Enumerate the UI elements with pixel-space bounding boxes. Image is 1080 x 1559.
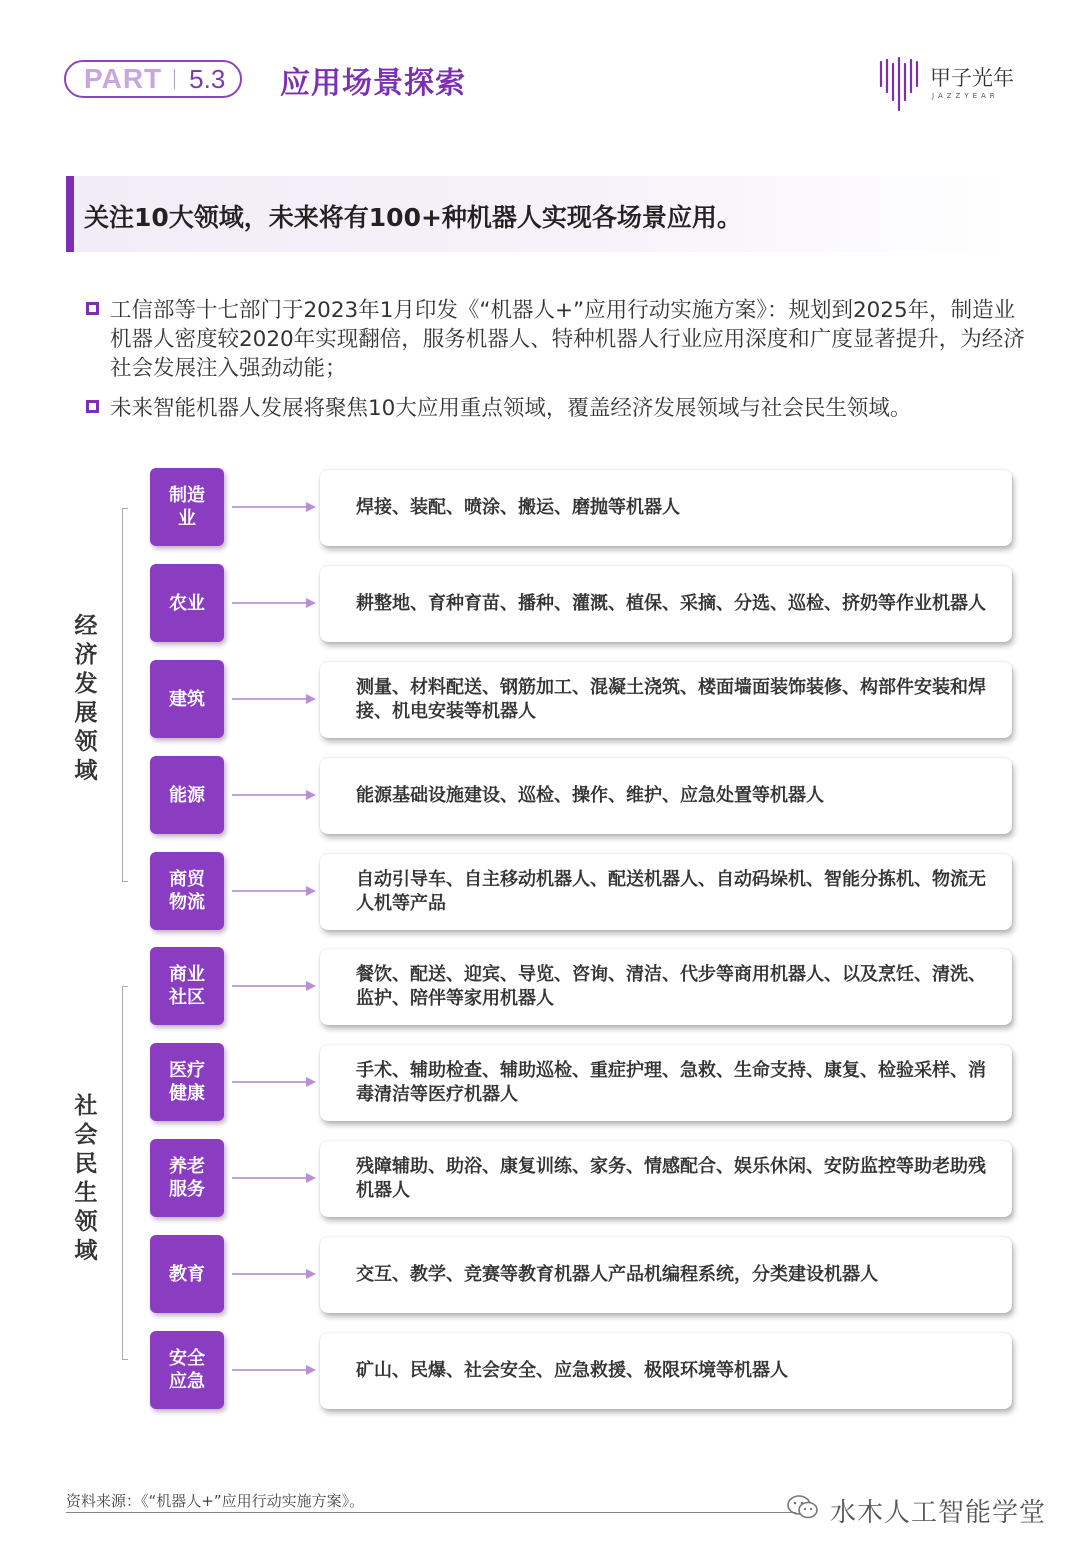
arrow-right-icon — [306, 598, 316, 608]
category-label: 能源 — [169, 784, 205, 806]
category-box — [150, 564, 224, 642]
source-note: 资料来源：《“机器人+”应用行动实施方案》。 — [66, 1492, 365, 1510]
arrow-right-icon — [306, 886, 316, 896]
logo-name: 甲子光年 — [930, 66, 1014, 90]
category-box — [150, 468, 224, 546]
category-box — [150, 1331, 224, 1409]
domain-label-economic: 经济发展领域 — [74, 613, 98, 784]
footer-divider — [66, 1512, 796, 1513]
part-divider — [174, 69, 175, 89]
wechat-icon — [786, 1494, 820, 1520]
category-label: 建筑 — [169, 688, 205, 710]
description-card — [320, 470, 1012, 546]
description-text: 交互、教学、竞赛等教育机器人产品机编程系统，分类建设机器人 — [356, 1264, 878, 1285]
category-label: 商贸物流 — [169, 869, 205, 913]
arrow-right-icon — [306, 790, 316, 800]
economic-bracket — [122, 508, 128, 882]
category-label: 医疗健康 — [169, 1060, 205, 1104]
arrow-right-icon — [306, 1173, 316, 1183]
description-text: 餐饮、配送、迎宾、导览、咨询、清洁、代步等商用机器人、以及烹饪、清洗、监护、陪伴等家用机器人 — [356, 964, 986, 1009]
page-title: 应用场景探索 — [280, 66, 466, 101]
arrow-line — [232, 1273, 310, 1275]
social-bracket — [122, 986, 128, 1360]
arrow-line — [232, 698, 310, 700]
description-card — [320, 1045, 1012, 1121]
bullet-text: 工信部等十七部门于2023年1月印发《“机器人+”应用行动实施方案》：规划到2025年，制造业机器人密度较2020年实现翻倍，服务机器人、特种机器人行业应用深度和广度显著提升，为经济社会发展注入强劲动能； — [110, 298, 1025, 381]
category-label: 商业社区 — [169, 964, 205, 1008]
arrow-right-icon — [306, 1077, 316, 1087]
part-badge — [64, 60, 242, 98]
arrow-line — [232, 506, 310, 508]
description-text: 手术、辅助检查、辅助巡检、重症护理、急救、生命支持、康复、检验采样、消毒清洁等医疗机器人 — [356, 1060, 986, 1105]
category-label: 养老服务 — [169, 1156, 205, 1200]
category-box — [150, 1043, 224, 1121]
description-card — [320, 854, 1012, 930]
category-label: 教育 — [169, 1263, 205, 1285]
part-number: 5.3 — [189, 63, 226, 94]
logo-subtitle: JAZZYEAR — [932, 92, 999, 100]
category-label: 安全应急 — [169, 1348, 205, 1392]
description-card — [320, 1237, 1012, 1313]
logo-icon — [878, 56, 920, 112]
arrow-line — [232, 602, 310, 604]
headline-text: 关注10大领域，未来将有100+种机器人实现各场景应用。 — [84, 203, 742, 232]
square-bullet-icon — [86, 302, 99, 315]
part-label: PART — [84, 63, 163, 94]
category-box — [150, 852, 224, 930]
description-card — [320, 1333, 1012, 1409]
domain-label-social: 社会民生领域 — [74, 1093, 98, 1264]
description-card — [320, 1141, 1012, 1217]
category-box — [150, 1235, 224, 1313]
category-box — [150, 1139, 224, 1217]
description-text: 自动引导车、自主移动机器人、配送机器人、自动码垛机、智能分拣机、物流无人机等产品 — [356, 869, 986, 914]
description-card — [320, 949, 1012, 1025]
description-text: 焊接、装配、喷涂、搬运、磨抛等机器人 — [356, 497, 680, 518]
arrow-line — [232, 1177, 310, 1179]
bullet-item — [86, 394, 1036, 423]
arrow-line — [232, 1369, 310, 1371]
description-text: 耕整地、育种育苗、播种、灌溉、植保、采摘、分选、巡检、挤奶等作业机器人 — [356, 593, 986, 614]
category-box — [150, 756, 224, 834]
arrow-line — [232, 985, 310, 987]
category-box — [150, 947, 224, 1025]
arrow-right-icon — [306, 981, 316, 991]
category-label: 农业 — [169, 592, 205, 614]
arrow-line — [232, 794, 310, 796]
category-label: 制造业 — [169, 485, 205, 529]
description-card — [320, 662, 1012, 738]
bullet-text: 未来智能机器人发展将聚焦10大应用重点领域，覆盖经济发展领域与社会民生领域。 — [110, 396, 912, 421]
arrow-line — [232, 1081, 310, 1083]
arrow-right-icon — [306, 502, 316, 512]
wechat-account-name: 水木人工智能学堂 — [830, 1498, 1047, 1528]
description-text: 残障辅助、助浴、康复训练、家务、情感配合、娱乐休闲、安防监控等助老助残机器人 — [356, 1156, 986, 1201]
arrow-line — [232, 890, 310, 892]
description-card — [320, 758, 1012, 834]
square-bullet-icon — [86, 400, 99, 413]
description-text: 能源基础设施建设、巡检、操作、维护、应急处置等机器人 — [356, 785, 824, 806]
description-text: 测量、材料配送、钢筋加工、混凝土浇筑、楼面墙面装饰装修、构部件安装和焊接、机电安装等机器人 — [356, 677, 986, 722]
arrow-right-icon — [306, 694, 316, 704]
bullet-item — [86, 296, 1036, 383]
arrow-right-icon — [306, 1269, 316, 1279]
arrow-right-icon — [306, 1365, 316, 1375]
description-card — [320, 566, 1012, 642]
description-text: 矿山、民爆、社会安全、应急救援、极限环境等机器人 — [356, 1360, 788, 1381]
category-box — [150, 660, 224, 738]
